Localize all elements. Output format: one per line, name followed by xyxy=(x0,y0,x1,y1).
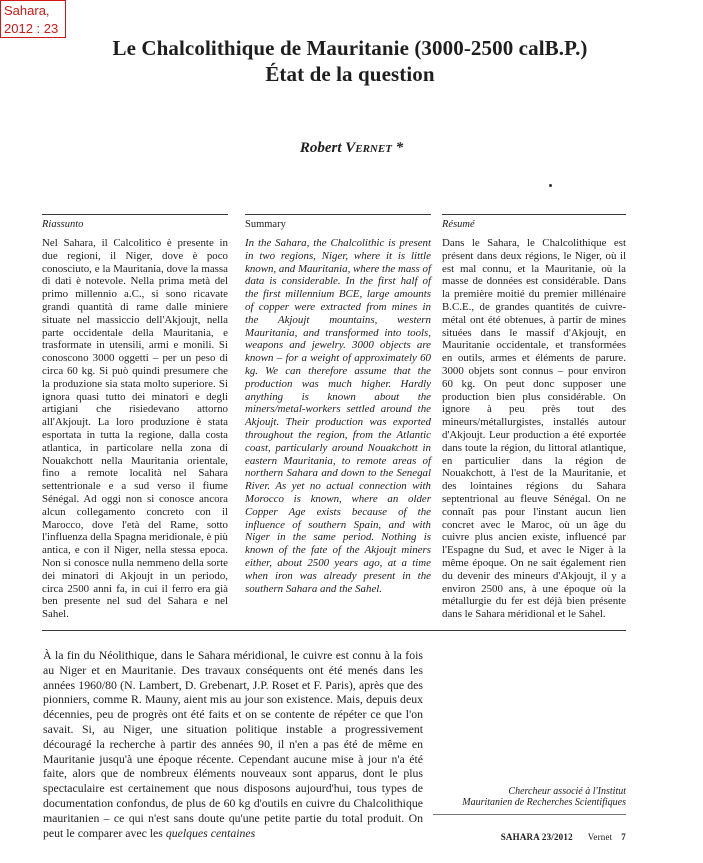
source-tag xyxy=(0,0,66,38)
footer-page-number: 7 xyxy=(621,832,626,842)
riassunto-text: Nel Sahara, il Calcolitico è presente in due regioni, il Niger, dove è poco conosciuto, e la Mauritania, dove la massa di dati è notevole. Nella prima metà del primo millennio a.C., si sono ricavate grandi quantità di rame dalle miniere situate nel massiccio dell'Akjoujt, nella parte occidentale della Mauritania, e trasformate in utensili, armi e monili. Si conoscono 3000 oggetti – per un peso di circa 60 kg. Si può quindi presumere che la produzione sia stata molto superiore. Si ignora quasi tutto dei minatori e degli artigiani che risiedevano attorno all'Akjoujt. La loro produzione è stata esportata in tutta la regione, dalla costa atlantica, in particolare nella zona di Nouakchott nella Mauritania orientale, fino a remote località nel Sahara settentrionale e a sud verso il fiume Sénégal. Ad oggi non si conosce ancora alcun collegamento concreto con il Marocco, dove l'età del Rame, sotto l'influenza della Spagna meridionale, è più antica, e con il Niger, nella stessa epoca. Non si conosce nulla nemmeno della sorte dei minatori di Akjoujt in un periodo, circa 2500 anni fa, in cui il ferro era già ben presente nel sud del Sahara e nel Sahel. xyxy=(42,237,228,621)
affiliation-line1: Chercheur associé à l'Institut xyxy=(508,786,626,797)
author-footnote-mark: * xyxy=(391,140,404,156)
article-title-line1: Le Chalcolithique de Mauritanie (3000-2500 calB.P.) xyxy=(112,36,588,60)
summary-top-rule xyxy=(245,214,431,215)
summary-text: In the Sahara, the Chalcolithic is present in two regions, Niger, where it is little known, and Mauritania, where the mass of data is considerable. In the first half of the first millennium BCE, large amounts of copper were extracted from mines in the Akjoujt mountains, western Mauritania, and transformed into tools, weapons and jewelry. 3000 objects are known – for a weight of approximately 60 kg. We can therefore assume that the production was much higher. Hardly anything is known about the miners/metal-workers settled around the Akjoujt. Their production was exported throughout the region, from the Atlantic coast, particularly around Nouakchott in eastern Mauritania, to remote areas of northern Sahara and down to the Senegal River. As yet no actual connection with Morocco is known, where an older Copper Age exists because of the influence of southern Spain, and with Niger in the same period. Nothing is known of the fate of the Akjoujt miners either, about 2500 years ago, at a time when iron was already present in the southern Sahara and the Sahel. xyxy=(245,237,431,595)
affiliation-rule xyxy=(433,814,626,815)
riassunto-column xyxy=(42,219,228,621)
footer-author: Vernet xyxy=(587,832,613,842)
intro-italic-tail: quelques centaines xyxy=(165,825,256,840)
resume-heading: Résumé xyxy=(442,219,475,230)
intro-paragraph xyxy=(43,648,423,840)
author-last-name: Vernet xyxy=(345,140,392,156)
source-tag-line2: 2012 : 23 xyxy=(4,21,59,36)
resume-text: Dans le Sahara, le Chalcolithique est présent dans deux régions, le Niger, où il est mal connu, et la Mauritanie, où la masse de données est considérable. Dans la première moitié du premier millénaire B.C.E., de grandes quantités de cuivre-métal ont été obtenues, à partir de mines situées dans le massif d'Akjoujt, en Mauritanie occidentale, et transformées en outils, armes et éléments de parure. 3000 objets sont connus – pour environ 60 kg. On peut donc supposer une production bien plus considérable. On ignore à peu près tout des mineurs/métallurgistes, installés autour d'Akjoujt. Leur production a été exportée dans toute la région, du littoral atlantique, en particulier dans la région de Nouakchott, à l'est de la Mauritanie, et des lointaines régions du Sahara septentrional au fleuve Sénégal. On ne connaît pas pour l'instant aucun lien concret avec le Maroc, où un âge du cuivre plus ancien existe, influencé par l'Espagne du Sud, et avec le Niger à la même époque. On ne sait également rien du devenir des mineurs d'Akjoujt, il y a environ 2500 ans, à une époque où la métallurgie du fer est déjà bien présente dans le Sahara méridional et le Sahel. xyxy=(442,237,626,621)
summary-heading: Summary xyxy=(245,219,286,230)
author-line xyxy=(0,140,703,157)
author-first-name: Robert xyxy=(299,140,346,156)
abstract-bottom-rule xyxy=(42,630,626,631)
riassunto-top-rule xyxy=(42,214,228,215)
affiliation-line2: Mauritanien de Recherches Scientifiques xyxy=(462,797,626,808)
resume-column xyxy=(442,219,626,621)
page-footer xyxy=(450,832,626,842)
intro-text: À la fin du Néolithique, dans le Sahara méridional, le cuivre est connu à la fois au Niger et en Mauritanie. Des travaux conséquents ont été menés dans les années 1960/80 (N. Lambert, D. Grebenart, J.P. Roset et F. Paris), après que des pionniers, comme R. Mauny, aient mis au jour son existence. Mais, depuis deux décennies, peu de progrès ont été faits et on se contente de répéter ce que l'on savait. Si, au Niger, une situation politique instable a progressivement découragé la recherche à partir des années 90, il n'en a pas été de même en Mauritanie jusqu'à une époque récente. Cependant aucune mise à jour n'a été faite, alors que de nombreux éléments nouveaux sont apparus, dont le plus spectaculaire est certainement que nous disposons aujourd'hui, tous types de documentation confondus, de plus de 60 kg d'outils en cuivre du Chalcolithique mauritanien – ce qui n'est sans doute qu'une petite partie du total produit. On peut le comparer avec les xyxy=(43,648,423,840)
resume-top-rule xyxy=(442,214,626,215)
author-affiliation xyxy=(433,786,626,808)
footer-journal: SAHARA 23/2012 xyxy=(500,832,573,842)
stray-mark xyxy=(549,184,552,187)
riassunto-heading: Riassunto xyxy=(42,219,84,230)
summary-column xyxy=(245,219,431,595)
source-tag-line1: Sahara, xyxy=(4,3,50,18)
article-title-line2: État de la question xyxy=(265,62,435,86)
